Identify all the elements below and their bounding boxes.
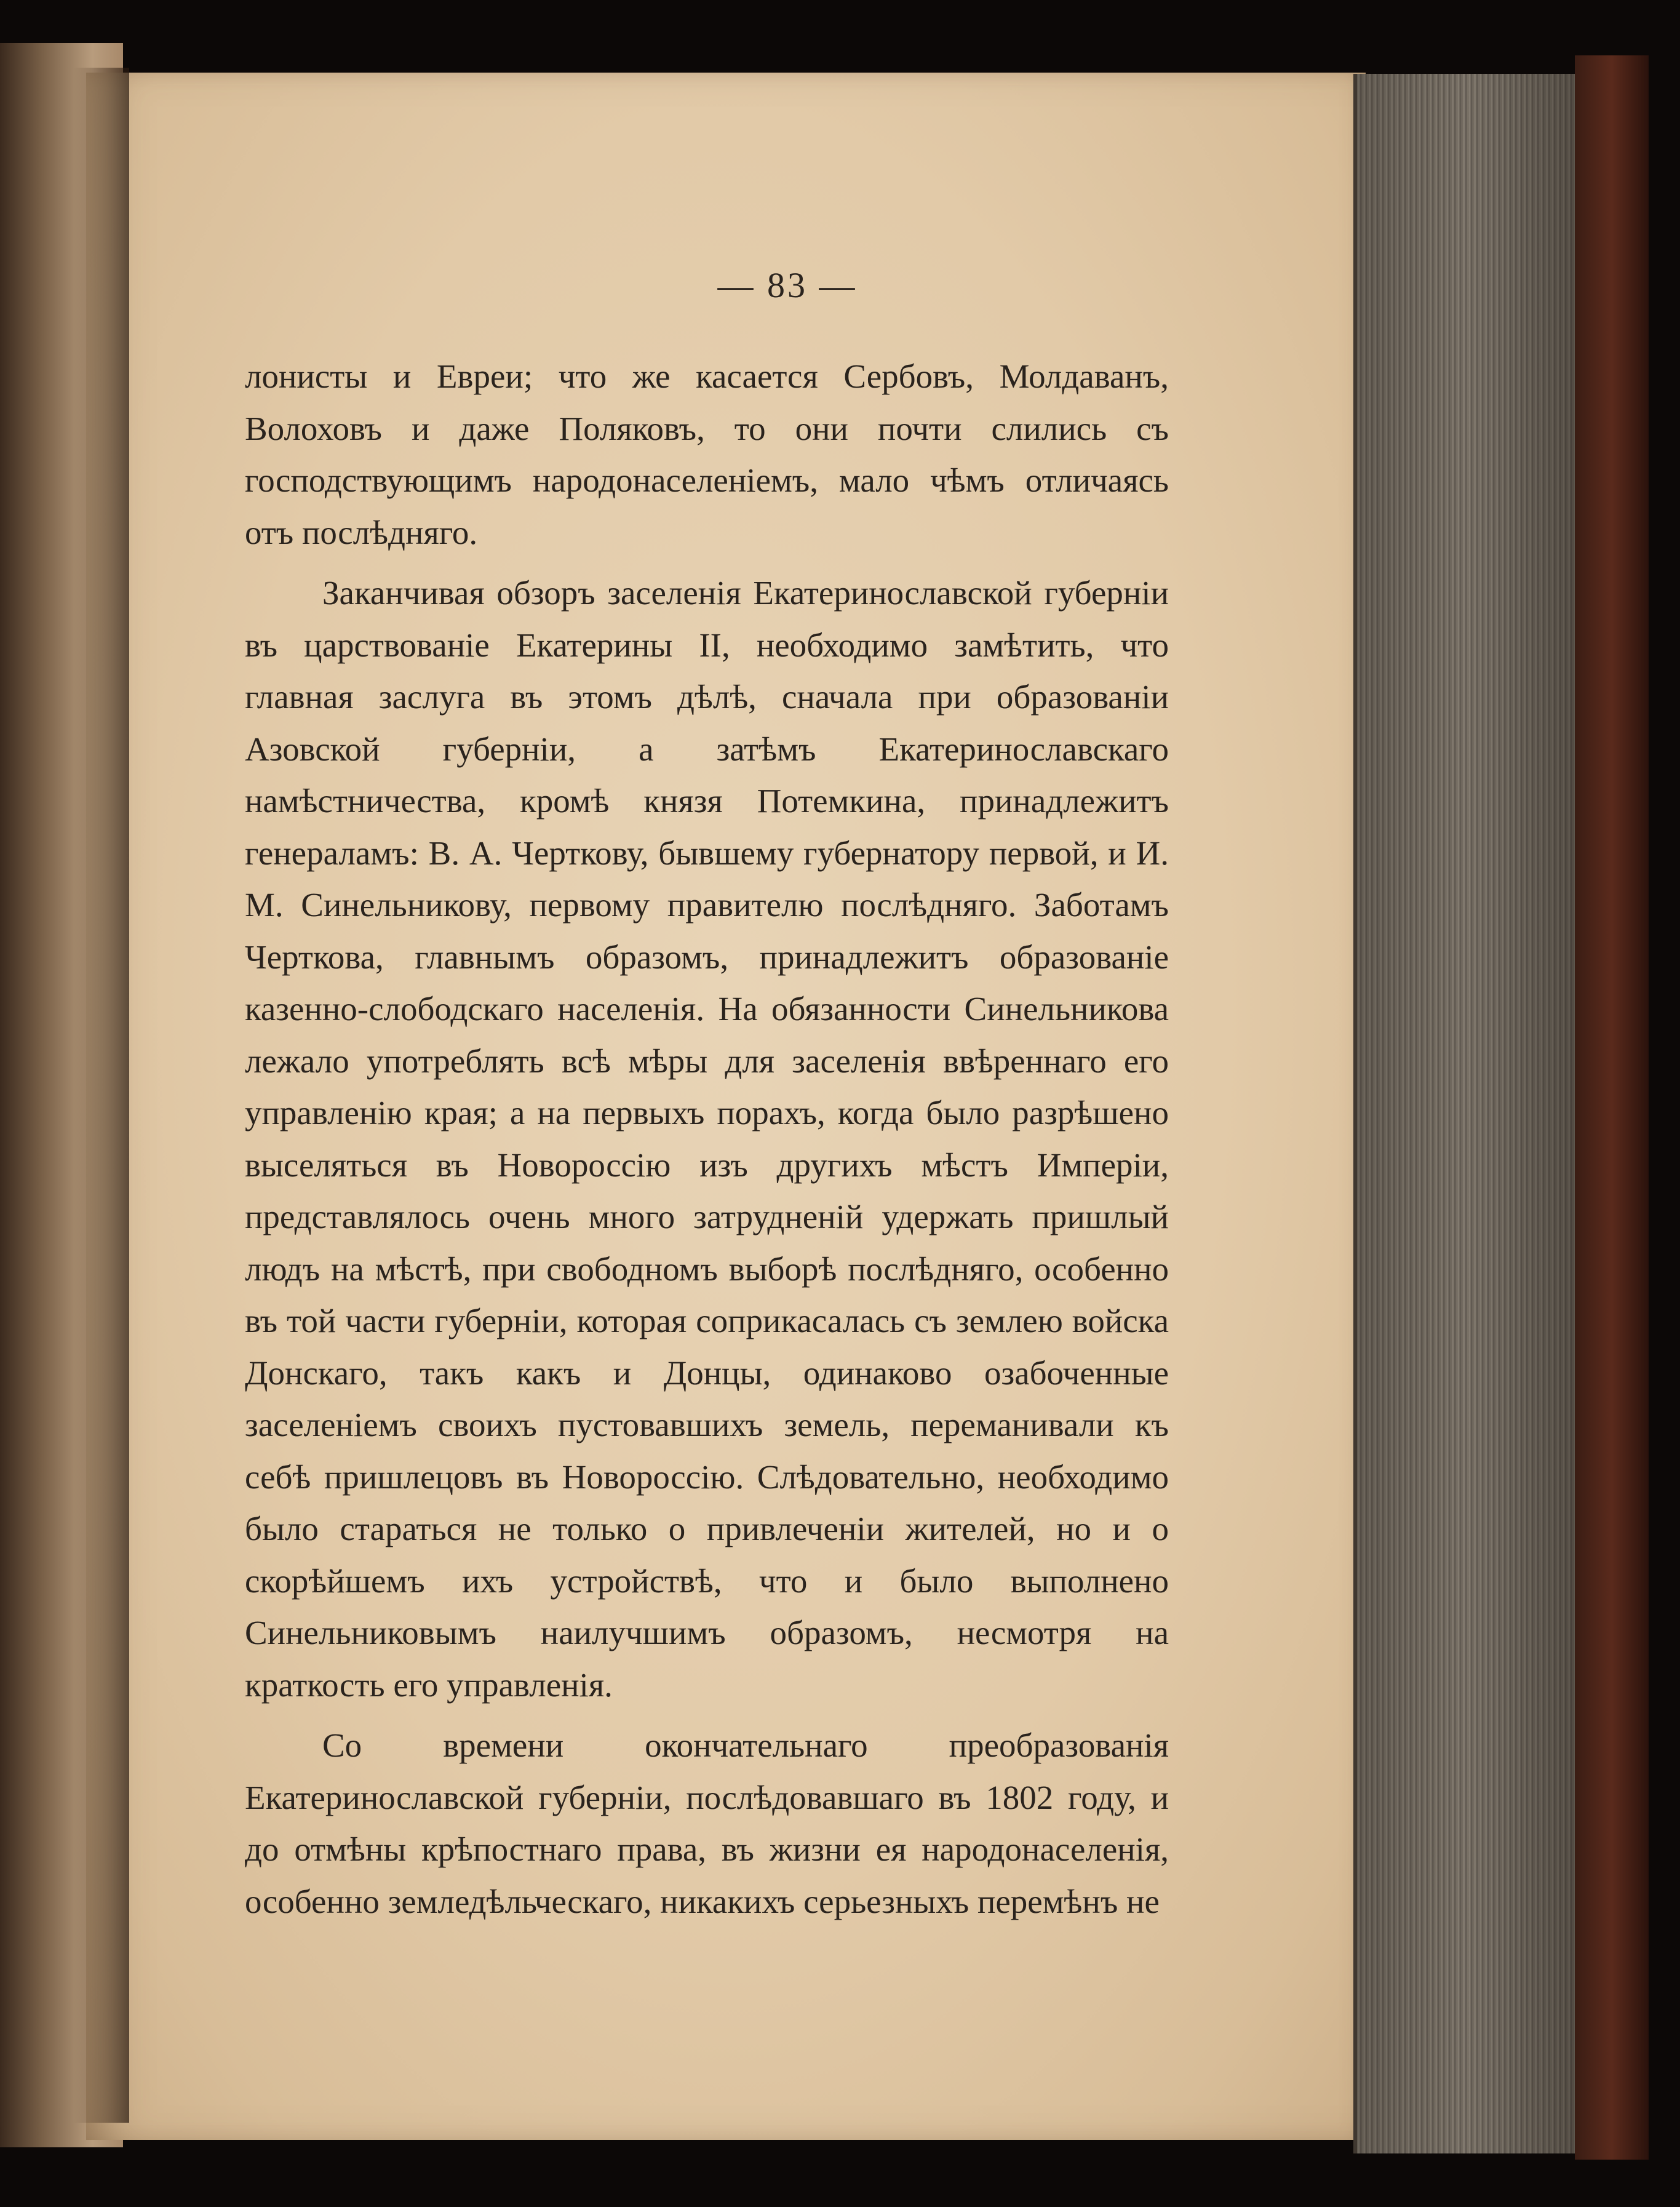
page-number-header: — 83 — <box>717 265 858 305</box>
body-text <box>245 351 1169 1936</box>
paragraph-1: лонисты и Евреи; что же касается Сербовъ, Молдаванъ, Волоховъ и даже Поляковъ, то они почти слились съ господствующимъ народонаселенiемъ, мало чѣмъ отличаясь отъ послѣдняго. <box>245 357 1169 551</box>
paragraph-2: Заканчивая обзоръ заселенiя Екатеринославской губернiи въ царствованiе Екатерины II, необходимо замѣтить, что главная заслуга въ этомъ дѣлѣ, сначала при образованiи Азовской губернiи, а затѣмъ Екатеринославскаго намѣстничества, кромѣ князя Потемкина, принадлежитъ генераламъ: В. А. Черткову, бывшему губернатору первой, и И. М. Синельникову, первому правителю послѣдняго. Заботамъ Черткова, главнымъ образомъ, принадлежитъ образованiе казенно-слободскаго населенiя. На обязанности Синельникова лежало употреблять всѣ мѣры для заселенiя ввѣреннаго его управленiю края; а на первыхъ порахъ, когда было разрѣшено выселяться въ Новороссiю изъ другихъ мѣстъ Имперiи, представлялось очень много затрудненiй удержать пришлый людъ на мѣстѣ, при свободномъ выборѣ послѣдняго, особенно въ той части губернiи, которая соприкасалась съ землею войска Донскаго, такъ какъ и Донцы, одинаково озабоченные заселенiемъ своихъ пустовавшихъ земель, переманивали къ себѣ пришлецовъ въ Новороссiю. Слѣдовательно, необходимо было стараться не только о привлеченiи жителей, но и о скорѣйшемъ ихъ устройствѣ, что и было выполнено Синельниковымъ наилучшимъ образомъ, несмотря на краткость его управленiя. <box>245 574 1169 1704</box>
gutter-shadow <box>74 68 129 2123</box>
paragraph-3: Со времени окончательнаго преобразованiя Екатеринославской губернiи, послѣдовавшаго въ 1802 году, и до отмѣны крѣпостнаго права, въ жизни ея народонаселенiя, особенно земледѣльческаго, никакихъ серьезныхъ перемѣнъ не <box>245 1726 1169 1920</box>
book-cover-edge <box>1575 55 1649 2160</box>
